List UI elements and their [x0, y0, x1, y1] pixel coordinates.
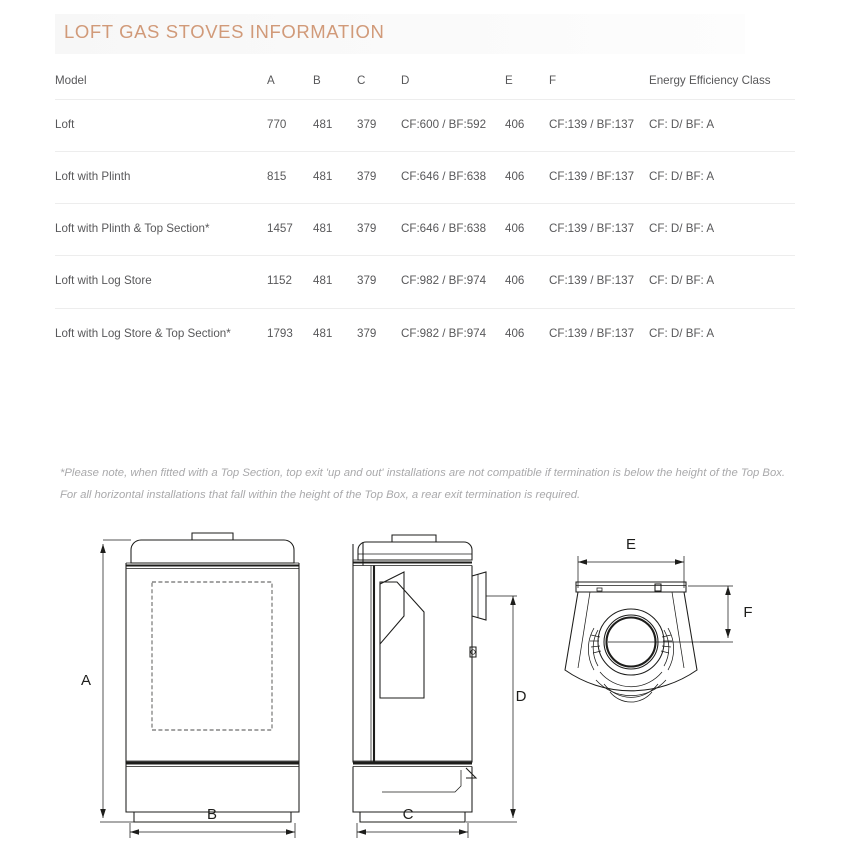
cell-a: 770 [267, 99, 313, 151]
stove-specification-table [55, 72, 795, 360]
cell-a: 1152 [267, 256, 313, 308]
cell-c: 379 [357, 99, 401, 151]
table-row [55, 256, 795, 308]
cell-c: 379 [357, 151, 401, 203]
cell-b: 481 [313, 256, 357, 308]
column-header-e: E [505, 72, 549, 99]
dimension-label-e: E [625, 535, 637, 553]
cell-energy-efficiency-class: CF: D/ BF: A [649, 326, 715, 340]
cell-model: Loft with Plinth [55, 151, 267, 203]
cell-b: 481 [313, 99, 357, 151]
column-header-c: C [357, 72, 401, 99]
dimension-e-top-width [578, 536, 684, 588]
cell-d: CF:646 / BF:638 [401, 204, 505, 256]
cell-f: CF:139 / BF:137 [549, 204, 649, 256]
dimension-label-f: F [743, 603, 753, 621]
column-header-f: F [549, 72, 649, 99]
cell-c: 379 [357, 326, 377, 340]
dimension-d-side-height [466, 596, 527, 822]
table-row [55, 308, 795, 360]
cell-model: Loft with Log Store [55, 256, 267, 308]
cell-e: 406 [505, 99, 549, 151]
cell-c: 379 [357, 256, 401, 308]
column-header-energy-efficiency-class: Energy Efficiency Class [649, 72, 795, 99]
cell-model: Loft with Plinth & Top Section* [55, 204, 267, 256]
cell-energy-efficiency-class: CF: D/ BF: A [649, 151, 795, 203]
page-title: LOFT GAS STOVES INFORMATION [64, 21, 385, 42]
cell-a: 1793 [267, 326, 293, 340]
table-row [55, 204, 795, 256]
cell-d: CF:646 / BF:638 [401, 151, 505, 203]
cell-energy-efficiency-class: CF: D/ BF: A [649, 204, 795, 256]
column-header-d: D [401, 72, 505, 99]
cell-b: 481 [313, 151, 357, 203]
cell-c: 379 [357, 204, 401, 256]
cell-model: Loft with Log Store & Top Section* [55, 326, 231, 340]
cell-f: CF:139 / BF:137 [549, 151, 649, 203]
cell-f: CF:139 / BF:137 [549, 326, 635, 340]
cell-e: 406 [505, 326, 525, 340]
dimension-label-c: C [402, 805, 414, 823]
dimension-f-top-depth [688, 586, 753, 642]
column-header-b: B [313, 72, 357, 99]
cell-b: 481 [313, 204, 357, 256]
table-header-row [55, 72, 795, 99]
technical-drawings [0, 520, 850, 850]
cell-e: 406 [505, 256, 549, 308]
column-header-model: Model [55, 72, 267, 99]
side-view-drawing [353, 535, 486, 822]
cell-d: CF:600 / BF:592 [401, 99, 505, 151]
dimension-label-a: A [80, 671, 92, 689]
cell-a: 1457 [267, 204, 313, 256]
column-header-a: A [267, 72, 313, 99]
cell-energy-efficiency-class: CF: D/ BF: A [649, 99, 795, 151]
table-row [55, 151, 795, 203]
front-view-drawing [126, 533, 299, 822]
cell-f: CF:139 / BF:137 [549, 99, 649, 151]
top-view-drawing [565, 582, 720, 702]
dimension-label-d: D [515, 687, 527, 705]
dimension-label-b: B [206, 805, 218, 823]
cell-model: Loft [55, 99, 267, 151]
cell-b: 481 [313, 326, 333, 340]
cell-e: 406 [505, 151, 549, 203]
cell-e: 406 [505, 204, 549, 256]
cell-a: 815 [267, 151, 313, 203]
cell-d: CF:982 / BF:974 [401, 256, 505, 308]
cell-f: CF:139 / BF:137 [549, 256, 649, 308]
table-row [55, 99, 795, 151]
top-section-footnote: *Please note, when fitted with a Top Section, top exit 'up and out' installations are not compatible if termination is below the height of the Top Box. For all horizontal installations that fall within the height of the Top Box, a rear exit termination is required. [60, 467, 786, 502]
cell-d: CF:982 / BF:974 [401, 326, 487, 340]
cell-energy-efficiency-class: CF: D/ BF: A [649, 256, 795, 308]
